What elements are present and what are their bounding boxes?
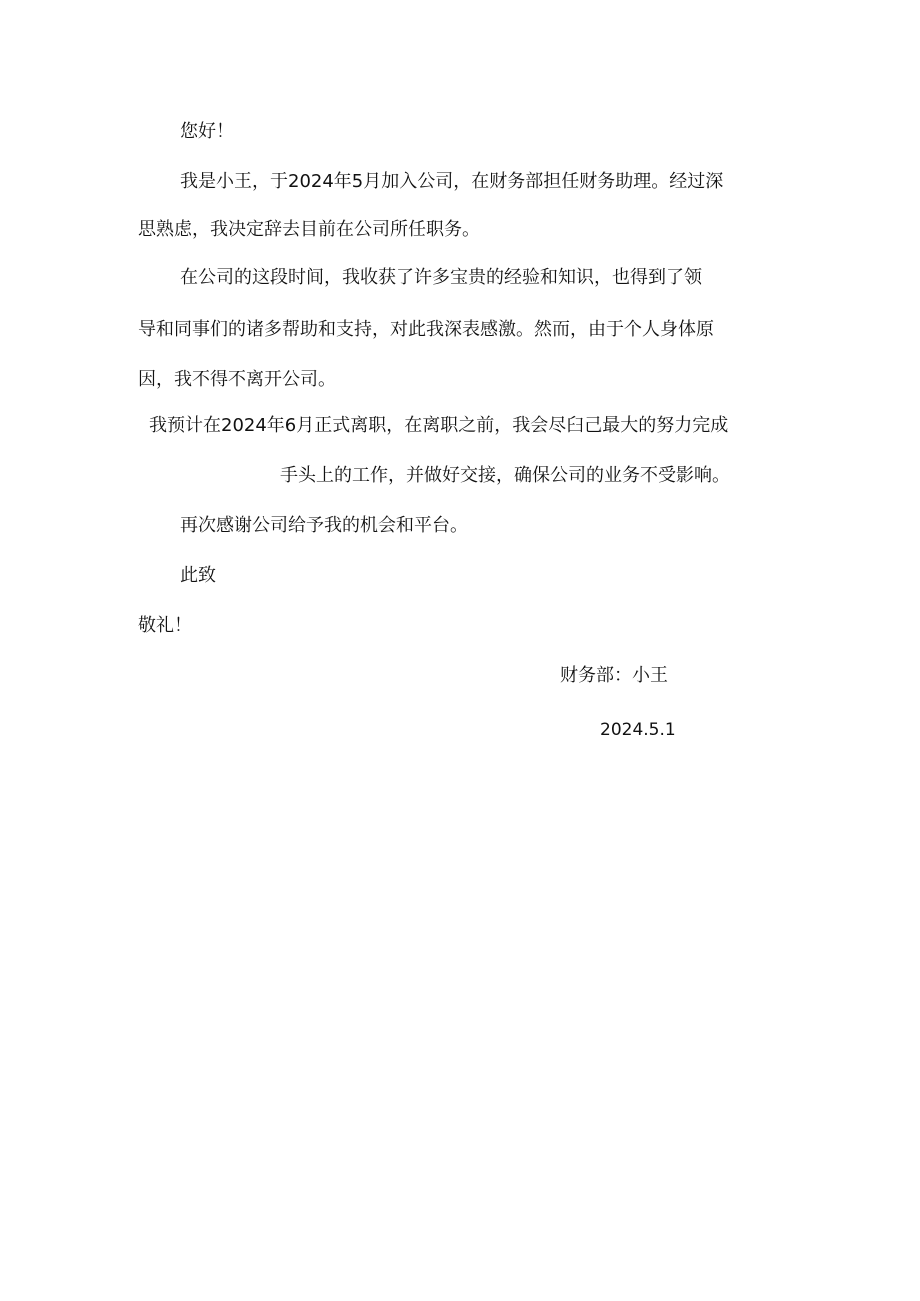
paragraph3-line2: 手头上的工作，并做好交接，确保公司的业务不受影响。 [280,465,730,486]
letter-greeting: 您好！ [180,121,234,142]
letter-date: 2024.5.1 [600,720,676,740]
paragraph2-line2: 导和同事们的诸多帮助和支持，对此我深表感激。然而，由于个人身体原 [138,319,714,340]
paragraph1-line1: 我是小王，于2024年5月加入公司，在财务部担任财务助理。经过深 [180,171,724,192]
signature: 财务部：小王 [560,665,668,686]
paragraph2-line1: 在公司的这段时间，我收获了许多宝贵的经验和知识，也得到了领 [180,267,702,288]
closing-salute: 敬礼！ [138,615,192,636]
paragraph4: 再次感谢公司给予我的机会和平台。 [180,515,468,536]
closing-phrase: 此致 [180,565,216,586]
paragraph2-line3: 因，我不得不离开公司。 [138,369,336,390]
paragraph1-line2: 思熟虑，我决定辞去目前在公司所任职务。 [138,219,480,240]
paragraph3-line1: 我预计在2024年6月正式离职，在离职之前，我会尽臼己最大的努力完成 [149,415,729,436]
